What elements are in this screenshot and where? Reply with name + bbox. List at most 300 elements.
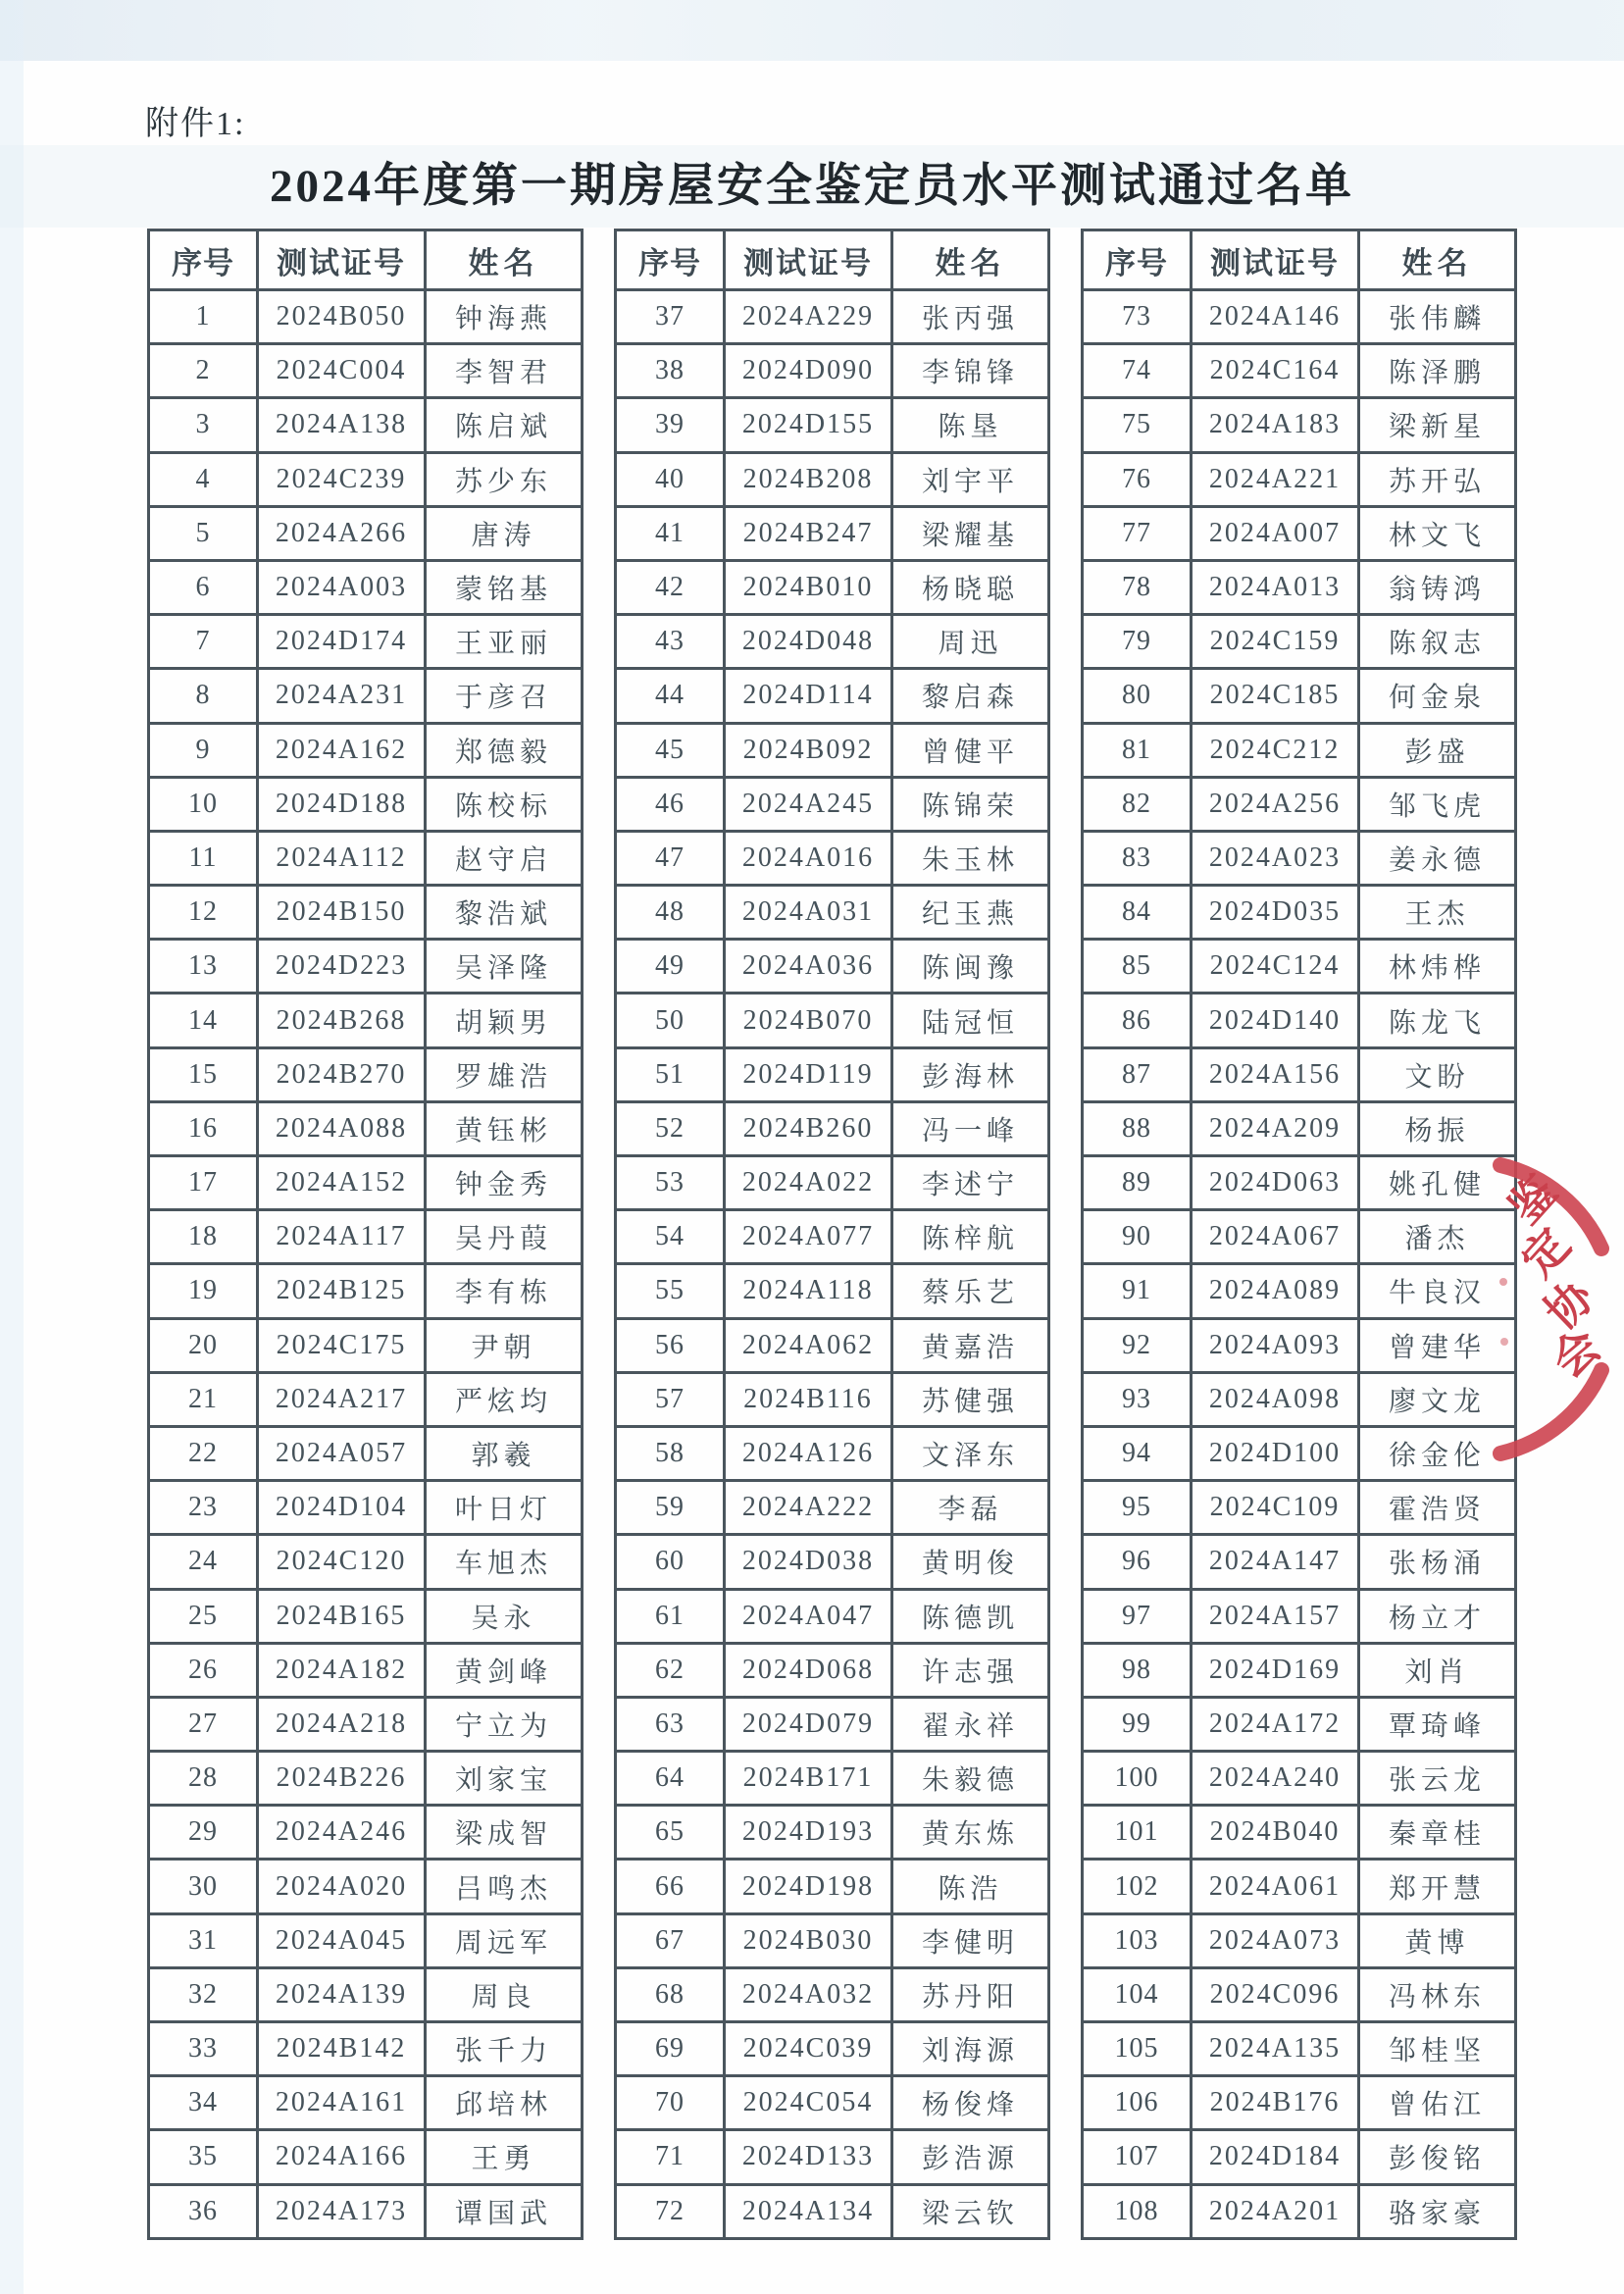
row-number-cell: 82 [1083,777,1192,831]
row-number-cell: 38 [616,344,725,398]
name-cell: 陆冠恒 [892,994,1049,1047]
table-row [1083,1372,1516,1426]
name-cell: 陈闽豫 [892,940,1049,994]
table-row [616,506,1049,560]
row-number-cell: 36 [149,2184,258,2238]
cert-number-cell: 2024B176 [1192,2076,1359,2130]
table-row [149,2184,583,2238]
row-number-cell: 56 [616,1318,725,1372]
table-row [616,398,1049,452]
table-row [616,1643,1049,1697]
cert-number-cell: 2024D198 [725,1860,892,1913]
cert-number-cell: 2024A266 [258,506,426,560]
name-cell: 陈龙飞 [1359,994,1516,1047]
name-cell: 梁成智 [426,1806,583,1860]
row-number-cell: 35 [149,2130,258,2184]
row-number-cell: 4 [149,452,258,506]
table-row [149,398,583,452]
table-row [149,1481,583,1535]
table-row [149,506,583,560]
cert-number-cell: 2024A161 [258,2076,426,2130]
table-header-row [149,230,583,290]
row-number-cell: 85 [1083,940,1192,994]
name-cell: 尹朝 [426,1318,583,1372]
row-number-cell: 81 [1083,723,1192,777]
row-number-cell: 3 [149,398,258,452]
cert-number-cell: 2024A246 [258,1806,426,1860]
name-cell: 邹桂坚 [1359,2022,1516,2076]
table-row [1083,994,1516,1047]
cert-number-cell: 2024D193 [725,1806,892,1860]
cert-number-cell: 2024C109 [1192,1481,1359,1535]
cert-number-cell: 2024B260 [725,1101,892,1155]
name-cell: 王杰 [1359,886,1516,940]
cert-number-cell: 2024B050 [258,290,426,344]
name-cell: 覃琦峰 [1359,1697,1516,1751]
table-row [149,1697,583,1751]
table-row [616,1372,1049,1426]
name-cell: 朱毅德 [892,1752,1049,1806]
row-number-cell: 107 [1083,2130,1192,2184]
table-row [1083,1210,1516,1264]
cert-number-cell: 2024A138 [258,398,426,452]
table-row [616,940,1049,994]
row-number-cell: 46 [616,777,725,831]
row-number-cell: 28 [149,1752,258,1806]
stamp-char: 会 [1543,1320,1610,1388]
name-cell: 骆家豪 [1359,2184,1516,2238]
cert-number-cell: 2024A117 [258,1210,426,1264]
name-cell: 张伟麟 [1359,290,1516,344]
table-header-cell: 测试证号 [725,230,892,290]
row-number-cell: 49 [616,940,725,994]
page-title: 2024年度第一期房屋安全鉴定员水平测试通过名单 [270,161,1354,212]
name-cell: 罗雄浩 [426,1047,583,1101]
row-number-cell: 60 [616,1535,725,1589]
row-number-cell: 75 [1083,398,1192,452]
table-row [1083,1806,1516,1860]
table-row [1083,506,1516,560]
name-cell: 钟金秀 [426,1156,583,1210]
cert-number-cell: 2024D079 [725,1697,892,1751]
row-number-cell: 86 [1083,994,1192,1047]
cert-number-cell: 2024A156 [1192,1047,1359,1101]
cert-number-cell: 2024C175 [258,1318,426,1372]
name-cell: 严炫均 [426,1372,583,1426]
name-cell: 陈锦荣 [892,777,1049,831]
cert-number-cell: 2024C185 [1192,669,1359,723]
cert-number-cell: 2024B030 [725,1913,892,1967]
table-row [616,452,1049,506]
roster-table-1 [147,229,584,2240]
cert-number-cell: 2024A061 [1192,1860,1359,1913]
table-row [149,940,583,994]
name-cell: 张千力 [426,2022,583,2076]
row-number-cell: 63 [616,1697,725,1751]
row-number-cell: 100 [1083,1752,1192,1806]
row-number-cell: 92 [1083,1318,1192,1372]
name-cell: 何金泉 [1359,669,1516,723]
name-cell: 许志强 [892,1643,1049,1697]
cert-number-cell: 2024A222 [725,1481,892,1535]
cert-number-cell: 2024A036 [725,940,892,994]
name-cell: 李健明 [892,1913,1049,1967]
row-number-cell: 74 [1083,344,1192,398]
row-number-cell: 13 [149,940,258,994]
table-row [616,1860,1049,1913]
name-cell: 黄明俊 [892,1535,1049,1589]
name-cell: 廖文龙 [1359,1372,1516,1426]
cert-number-cell: 2024D063 [1192,1156,1359,1210]
row-number-cell: 67 [616,1913,725,1967]
cert-number-cell: 2024B142 [258,2022,426,2076]
table-row [149,1372,583,1426]
table-row [616,1589,1049,1643]
row-number-cell: 34 [149,2076,258,2130]
cert-number-cell: 2024D068 [725,1643,892,1697]
table-row [616,1967,1049,2021]
cert-number-cell: 2024D104 [258,1481,426,1535]
table-row [149,886,583,940]
table-row [616,2130,1049,2184]
row-number-cell: 50 [616,994,725,1047]
name-cell: 钟海燕 [426,290,583,344]
name-cell: 黄东炼 [892,1806,1049,1860]
name-cell: 吴丹葭 [426,1210,583,1264]
table-header-cell: 测试证号 [1192,230,1359,290]
table-row [616,1806,1049,1860]
row-number-cell: 70 [616,2076,725,2130]
name-cell: 陈浩 [892,1860,1049,1913]
name-cell: 冯一峰 [892,1101,1049,1155]
row-number-cell: 78 [1083,560,1192,614]
row-number-cell: 17 [149,1156,258,1210]
name-cell: 吴泽隆 [426,940,583,994]
table-row [149,1156,583,1210]
cert-number-cell: 2024D188 [258,777,426,831]
row-number-cell: 91 [1083,1264,1192,1318]
name-cell: 邱培林 [426,2076,583,2130]
table-header-cell: 测试证号 [258,230,426,290]
row-number-cell: 59 [616,1481,725,1535]
attachment-label: 附件1: [145,106,246,142]
table-row [1083,2022,1516,2076]
table-row [1083,1481,1516,1535]
table-row [149,1426,583,1480]
row-number-cell: 1 [149,290,258,344]
row-number-cell: 57 [616,1372,725,1426]
name-cell: 张云龙 [1359,1752,1516,1806]
row-number-cell: 14 [149,994,258,1047]
name-cell: 周良 [426,1967,583,2021]
cert-number-cell: 2024D155 [725,398,892,452]
row-number-cell: 101 [1083,1806,1192,1860]
name-cell: 牛良汉 [1359,1264,1516,1318]
cert-number-cell: 2024C212 [1192,723,1359,777]
cert-number-cell: 2024A201 [1192,2184,1359,2238]
name-cell: 姚孔健 [1359,1156,1516,1210]
cert-number-cell: 2024A172 [1192,1697,1359,1751]
row-number-cell: 48 [616,886,725,940]
name-cell: 吴永 [426,1589,583,1643]
row-number-cell: 8 [149,669,258,723]
cert-number-cell: 2024D038 [725,1535,892,1589]
name-cell: 曾佑江 [1359,2076,1516,2130]
table-row [1083,940,1516,994]
table-row [149,1643,583,1697]
cert-number-cell: 2024C164 [1192,344,1359,398]
name-cell: 梁耀基 [892,506,1049,560]
table-row [1083,1264,1516,1318]
table-row [149,723,583,777]
table-row [1083,1967,1516,2021]
row-number-cell: 12 [149,886,258,940]
table-row [1083,2076,1516,2130]
name-cell: 唐涛 [426,506,583,560]
row-number-cell: 29 [149,1806,258,1860]
table-row [616,1047,1049,1101]
row-number-cell: 106 [1083,2076,1192,2130]
table-row [149,994,583,1047]
name-cell: 杨立才 [1359,1589,1516,1643]
row-number-cell: 27 [149,1697,258,1751]
cert-number-cell: 2024A098 [1192,1372,1359,1426]
cert-number-cell: 2024A135 [1192,2022,1359,2076]
name-cell: 郭羲 [426,1426,583,1480]
table-row [616,886,1049,940]
table-row [1083,1156,1516,1210]
row-number-cell: 52 [616,1101,725,1155]
row-number-cell: 102 [1083,1860,1192,1913]
cert-number-cell: 2024D223 [258,940,426,994]
row-number-cell: 61 [616,1589,725,1643]
name-cell: 陈校标 [426,777,583,831]
cert-number-cell: 2024D184 [1192,2130,1359,2184]
cert-number-cell: 2024A093 [1192,1318,1359,1372]
cert-number-cell: 2024A089 [1192,1264,1359,1318]
name-cell: 于彦召 [426,669,583,723]
table-row [616,1210,1049,1264]
row-number-cell: 5 [149,506,258,560]
cert-number-cell: 2024A077 [725,1210,892,1264]
row-number-cell: 96 [1083,1535,1192,1589]
name-cell: 林炜桦 [1359,940,1516,994]
cert-number-cell: 2024C239 [258,452,426,506]
cert-number-cell: 2024D090 [725,344,892,398]
row-number-cell: 30 [149,1860,258,1913]
name-cell: 冯林东 [1359,1967,1516,2021]
roster-table-2 [614,229,1050,2240]
table-row [616,615,1049,669]
name-cell: 彭浩源 [892,2130,1049,2184]
row-number-cell: 37 [616,290,725,344]
row-number-cell: 42 [616,560,725,614]
table-row [616,831,1049,885]
table-row [149,1752,583,1806]
row-number-cell: 90 [1083,1210,1192,1264]
table-row [149,344,583,398]
table-row [1083,290,1516,344]
name-cell: 苏开弘 [1359,452,1516,506]
table-row [1083,1318,1516,1372]
cert-number-cell: 2024A013 [1192,560,1359,614]
name-cell: 谭国武 [426,2184,583,2238]
name-cell: 秦章桂 [1359,1806,1516,1860]
table-row [149,2076,583,2130]
table-row [616,1264,1049,1318]
name-cell: 张丙强 [892,290,1049,344]
row-number-cell: 68 [616,1967,725,2021]
cert-number-cell: 2024A045 [258,1913,426,1967]
row-number-cell: 73 [1083,290,1192,344]
row-number-cell: 21 [149,1372,258,1426]
table-header-cell: 姓名 [426,230,583,290]
table-row [1083,831,1516,885]
table-row [616,777,1049,831]
cert-number-cell: 2024A062 [725,1318,892,1372]
table-row [149,290,583,344]
table-row [149,1210,583,1264]
row-number-cell: 105 [1083,2022,1192,2076]
name-cell: 叶日灯 [426,1481,583,1535]
name-cell: 李述宁 [892,1156,1049,1210]
row-number-cell: 97 [1083,1589,1192,1643]
table-row [1083,1860,1516,1913]
table-row [1083,777,1516,831]
name-cell: 周迅 [892,615,1049,669]
name-cell: 陈启斌 [426,398,583,452]
row-number-cell: 22 [149,1426,258,1480]
cert-number-cell: 2024A088 [258,1101,426,1155]
table-row [1083,1697,1516,1751]
row-number-cell: 64 [616,1752,725,1806]
cert-number-cell: 2024A147 [1192,1535,1359,1589]
row-number-cell: 98 [1083,1643,1192,1697]
cert-number-cell: 2024A146 [1192,290,1359,344]
table-row [616,2076,1049,2130]
cert-number-cell: 2024C120 [258,1535,426,1589]
name-cell: 刘宇平 [892,452,1049,506]
row-number-cell: 32 [149,1967,258,2021]
name-cell: 王勇 [426,2130,583,2184]
cert-number-cell: 2024A134 [725,2184,892,2238]
name-cell: 张杨涌 [1359,1535,1516,1589]
table-row [149,1047,583,1101]
name-cell: 翁铸鸿 [1359,560,1516,614]
name-cell: 陈梓航 [892,1210,1049,1264]
name-cell: 彭海林 [892,1047,1049,1101]
table-row [149,777,583,831]
row-number-cell: 9 [149,723,258,777]
cert-number-cell: 2024C159 [1192,615,1359,669]
name-cell: 赵守启 [426,831,583,885]
table-row [1083,1535,1516,1589]
row-number-cell: 7 [149,615,258,669]
table-row [616,1752,1049,1806]
cert-number-cell: 2024A166 [258,2130,426,2184]
table-row [149,1967,583,2021]
name-cell: 曾建华 [1359,1318,1516,1372]
cert-number-cell: 2024A209 [1192,1101,1359,1155]
row-number-cell: 58 [616,1426,725,1480]
table-row [1083,886,1516,940]
name-cell: 曾健平 [892,723,1049,777]
table-row [1083,723,1516,777]
table-row [1083,1643,1516,1697]
name-cell: 李智君 [426,344,583,398]
stamp-char: 鉴 [1499,1166,1567,1234]
table-row [616,344,1049,398]
row-number-cell: 87 [1083,1047,1192,1101]
row-number-cell: 76 [1083,452,1192,506]
name-cell: 邹飞虎 [1359,777,1516,831]
cert-number-cell: 2024A221 [1192,452,1359,506]
name-cell: 梁新星 [1359,398,1516,452]
cert-number-cell: 2024A245 [725,777,892,831]
row-number-cell: 103 [1083,1913,1192,1967]
cert-number-cell: 2024B092 [725,723,892,777]
row-number-cell: 11 [149,831,258,885]
table-header-cell: 序号 [149,230,258,290]
cert-number-cell: 2024B040 [1192,1806,1359,1860]
row-number-cell: 10 [149,777,258,831]
table-row [616,1913,1049,1967]
cert-number-cell: 2024D100 [1192,1426,1359,1480]
cert-number-cell: 2024A240 [1192,1752,1359,1806]
row-number-cell: 54 [616,1210,725,1264]
cert-number-cell: 2024A031 [725,886,892,940]
row-number-cell: 84 [1083,886,1192,940]
cert-number-cell: 2024A073 [1192,1913,1359,1967]
name-cell: 黄剑峰 [426,1643,583,1697]
table-row [1083,669,1516,723]
table-row [616,290,1049,344]
name-cell: 刘家宝 [426,1752,583,1806]
cert-number-cell: 2024B010 [725,560,892,614]
table-row [149,560,583,614]
name-cell: 李锦锋 [892,344,1049,398]
table-row [1083,615,1516,669]
row-number-cell: 83 [1083,831,1192,885]
row-number-cell: 65 [616,1806,725,1860]
row-number-cell: 89 [1083,1156,1192,1210]
cert-number-cell: 2024C039 [725,2022,892,2076]
table-row [1083,344,1516,398]
cert-number-cell: 2024B268 [258,994,426,1047]
table-row [149,1913,583,1967]
cert-number-cell: 2024A057 [258,1426,426,1480]
row-number-cell: 93 [1083,1372,1192,1426]
name-cell: 黎启森 [892,669,1049,723]
name-cell: 陈垦 [892,398,1049,452]
cert-number-cell: 2024B270 [258,1047,426,1101]
cert-number-cell: 2024B125 [258,1264,426,1318]
table-row [616,2184,1049,2238]
name-cell: 苏丹阳 [892,1967,1049,2021]
table-row [616,1697,1049,1751]
table-row [149,1101,583,1155]
name-cell: 李有栋 [426,1264,583,1318]
cert-number-cell: 2024A152 [258,1156,426,1210]
row-number-cell: 6 [149,560,258,614]
cert-number-cell: 2024D048 [725,615,892,669]
row-number-cell: 23 [149,1481,258,1535]
name-cell: 郑德毅 [426,723,583,777]
row-number-cell: 18 [149,1210,258,1264]
table-row [616,1101,1049,1155]
row-number-cell: 88 [1083,1101,1192,1155]
cert-number-cell: 2024A231 [258,669,426,723]
